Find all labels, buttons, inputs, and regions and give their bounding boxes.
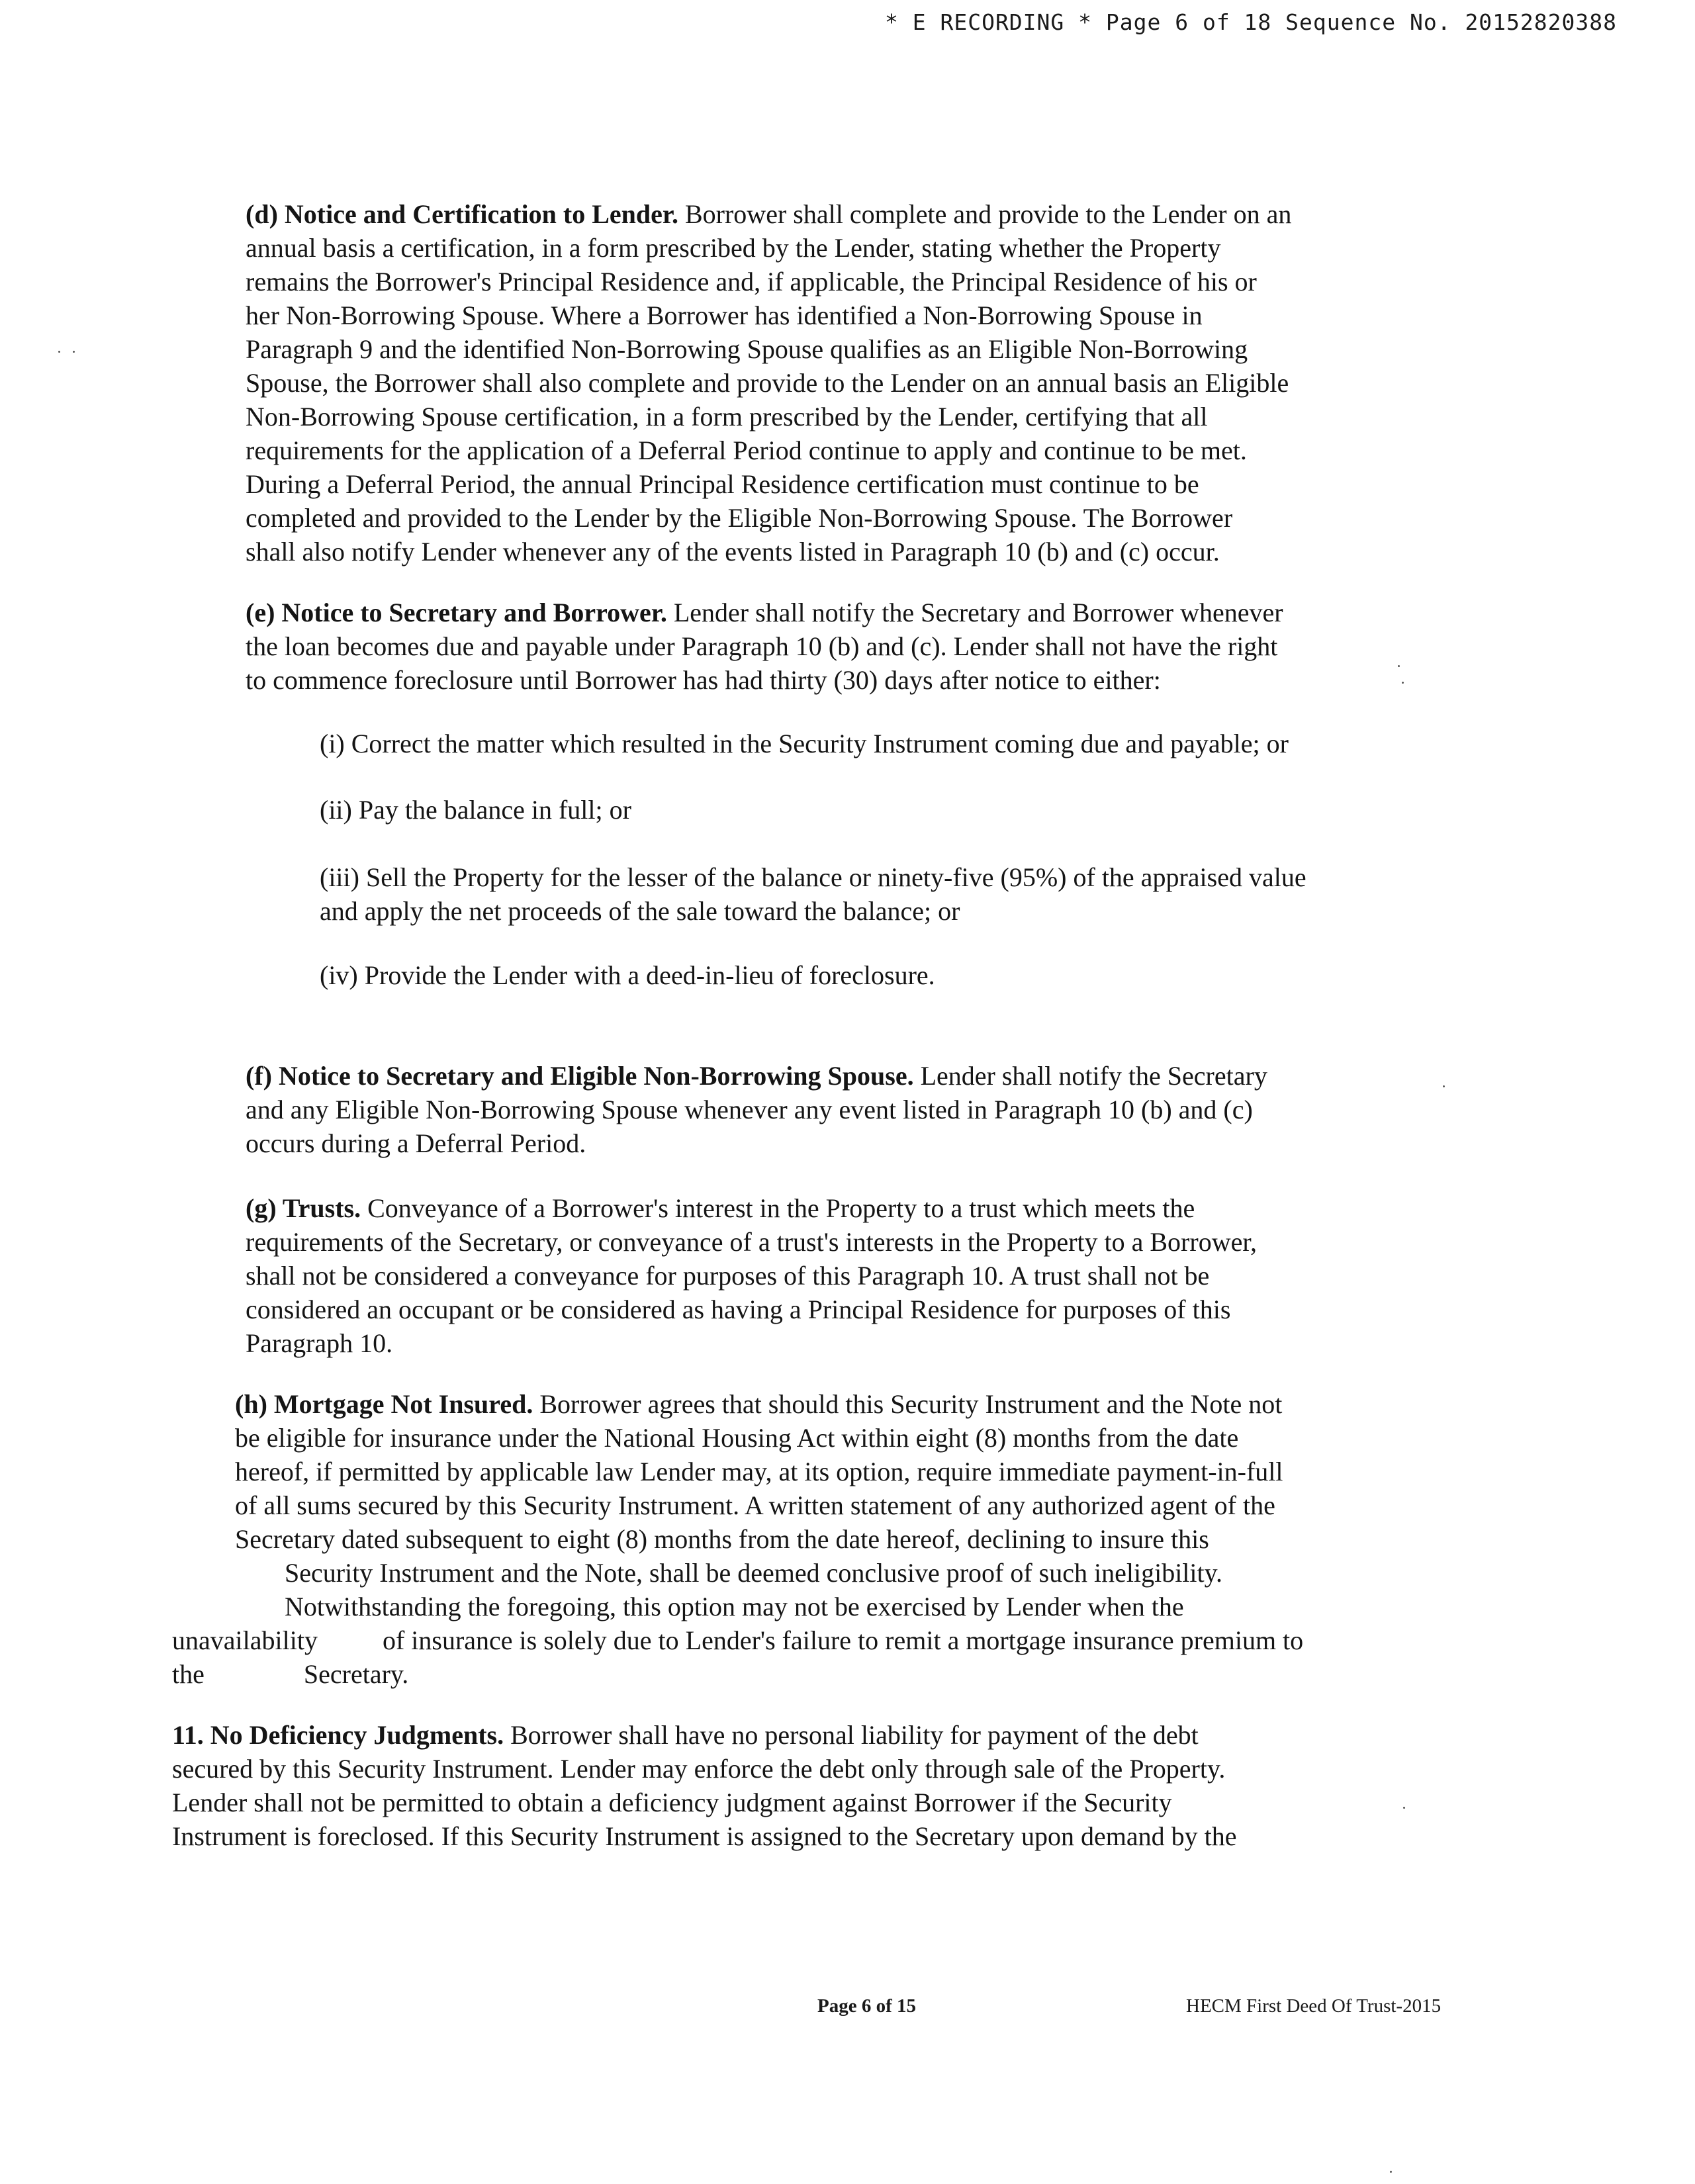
paragraph-d-line: During a Deferral Period, the annual Principal Residence certification must continue to be	[246, 469, 1199, 499]
paragraph-g-line-1	[246, 1191, 1450, 1225]
paragraph-g-line: shall not be considered a conveyance for purposes of this Paragraph 10. A trust shall not be	[246, 1261, 1210, 1291]
scan-speck	[1390, 2171, 1392, 2173]
paragraph-d-line: shall also notify Lender whenever any of the events listed in Paragraph 10 (b) and (c) occur.	[246, 537, 1220, 567]
paragraph-f-line-1	[246, 1059, 1450, 1093]
paragraph-h-line: Security Instrument and the Note, shall be deemed conclusive proof of such ineligibility.	[285, 1558, 1223, 1588]
paragraph-d-line: Paragraph 9 and the identified Non-Borrowing Spouse qualifies as an Eligible Non-Borrowing	[246, 334, 1248, 364]
paragraph-11-line: Instrument is foreclosed. If this Security Instrument is assigned to the Secretary upon demand by the	[172, 1821, 1237, 1851]
paragraph-e-line: to commence foreclosure until Borrower has had thirty (30) days after notice to either:	[246, 665, 1161, 695]
paragraph-11-text: Borrower shall have no personal liability for payment of the debt	[504, 1720, 1199, 1750]
paragraph-h-text: of insurance is solely due to Lender's failure to remit a mortgage insurance premium to	[382, 1625, 1304, 1655]
paragraph-f	[246, 1059, 1450, 1160]
paragraph-11-line-1	[172, 1718, 1443, 1752]
paragraph-h-word: unavailability	[172, 1625, 318, 1655]
paragraph-g	[246, 1191, 1450, 1360]
paragraph-e-line: the loan becomes due and payable under Paragraph 10 (b) and (c). Lender shall not have the right	[246, 631, 1278, 661]
paragraph-h-text: Borrower agrees that should this Security Instrument and the Note not	[533, 1389, 1283, 1419]
paragraph-h	[235, 1387, 1479, 1623]
paragraph-11-line: Lender shall not be permitted to obtain a deficiency judgment against Borrower if the Security	[172, 1788, 1172, 1817]
paragraph-d-line: completed and provided to the Lender by the Eligible Non-Borrowing Spouse. The Borrower	[246, 503, 1233, 533]
paragraph-h-line: Secretary dated subsequent to eight (8) months from the date hereof, declining to insure this	[235, 1524, 1209, 1554]
paragraph-e-text: Lender shall notify the Secretary and Borrower whenever	[666, 598, 1283, 627]
list-item-text: and apply the net proceeds of the sale toward the balance; or	[320, 896, 960, 926]
paragraph-11-line: secured by this Security Instrument. Lender may enforce the debt only through sale of the Property.	[172, 1754, 1226, 1784]
list-item-text: (iv) Provide the Lender with a deed-in-lieu of foreclosure.	[320, 960, 935, 990]
paragraph-h-tail	[172, 1623, 1469, 1691]
list-item-text: (iii) Sell the Property for the lesser of the balance or ninety-five (95%) of the appraised value	[320, 862, 1306, 892]
paragraph-d-line: requirements for the application of a Deferral Period continue to apply and continue to be met.	[246, 435, 1247, 465]
paragraph-d-line: her Non-Borrowing Spouse. Where a Borrower has identified a Non-Borrowing Spouse in	[246, 300, 1203, 330]
paragraph-g-line: requirements of the Secretary, or conveyance of a trust's interests in the Property to a Borrower,	[246, 1227, 1258, 1257]
paragraph-g-line: Paragraph 10.	[246, 1328, 393, 1358]
paragraph-h-heading: (h) Mortgage Not Insured.	[235, 1389, 533, 1419]
paragraph-d	[246, 197, 1450, 569]
list-item-ii	[320, 793, 631, 827]
paragraph-f-line: occurs during a Deferral Period.	[246, 1128, 586, 1158]
recording-header: * E RECORDING * Page 6 of 18 Sequence No. 20152820388	[885, 9, 1617, 35]
footer-form-name: HECM First Deed Of Trust-2015	[1186, 1995, 1442, 2017]
paragraph-h-tail-line-1	[172, 1623, 1469, 1657]
paragraph-h-line: Notwithstanding the foregoing, this option may not be exercised by Lender when the	[285, 1592, 1184, 1621]
paragraph-h-text: Secretary.	[303, 1659, 409, 1689]
paragraph-e-line-1	[246, 596, 1450, 629]
paragraph-g-line: considered an occupant or be considered as having a Principal Residence for purposes of this	[246, 1295, 1231, 1324]
paragraph-g-heading: (g) Trusts.	[246, 1193, 361, 1223]
paragraph-e	[246, 596, 1450, 697]
paragraph-h-line: of all sums secured by this Security Instrument. A written statement of any authorized agent of the	[235, 1490, 1275, 1520]
list-item-iv	[320, 958, 935, 992]
paragraph-e-heading: (e) Notice to Secretary and Borrower.	[246, 598, 667, 627]
paragraph-g-text: Conveyance of a Borrower's interest in the Property to a trust which meets the	[361, 1193, 1195, 1223]
scan-speck	[1398, 665, 1400, 667]
paragraph-h-line: hereof, if permitted by applicable law Lender may, at its option, require immediate payment-in-full	[235, 1457, 1283, 1486]
paragraph-h-line-1	[235, 1387, 1479, 1421]
scan-speck	[1443, 1085, 1445, 1087]
list-item-text: (ii) Pay the balance in full; or	[320, 795, 631, 825]
scan-speck	[1403, 1807, 1405, 1809]
paragraph-d-line: remains the Borrower's Principal Residence and, if applicable, the Principal Residence of his or	[246, 267, 1257, 296]
scan-speck	[73, 351, 75, 353]
paragraph-d-line: Spouse, the Borrower shall also complete and provide to the Lender on an annual basis an Eligible	[246, 368, 1289, 398]
paragraph-11-heading: 11. No Deficiency Judgments.	[172, 1720, 504, 1750]
scan-speck	[1402, 682, 1404, 684]
list-item-i	[320, 727, 1289, 760]
paragraph-d-line-1	[246, 197, 1450, 231]
paragraph-h-line: be eligible for insurance under the National Housing Act within eight (8) months from the date	[235, 1423, 1239, 1453]
paragraph-f-line: and any Eligible Non-Borrowing Spouse whenever any event listed in Paragraph 10 (b) and (c)	[246, 1095, 1253, 1124]
list-item-text: (i) Correct the matter which resulted in the Security Instrument coming due and payable; or	[320, 729, 1289, 758]
footer-page-number: Page 6 of 15	[817, 1995, 916, 2017]
paragraph-f-text: Lender shall notify the Secretary	[913, 1061, 1267, 1091]
paragraph-f-heading: (f) Notice to Secretary and Eligible Non-Borrowing Spouse.	[246, 1061, 914, 1091]
list-item-iii	[320, 860, 1306, 928]
paragraph-d-line: annual basis a certification, in a form prescribed by the Lender, stating whether the Property	[246, 233, 1221, 263]
scan-speck	[58, 351, 60, 353]
paragraph-h-word: the	[172, 1659, 205, 1689]
paragraph-d-text: Borrower shall complete and provide to the Lender on an	[678, 199, 1292, 229]
paragraph-h-tail-line-2	[172, 1657, 1469, 1691]
paragraph-11	[172, 1718, 1443, 1853]
paragraph-d-line: Non-Borrowing Spouse certification, in a form prescribed by the Lender, certifying that all	[246, 402, 1208, 432]
paragraph-d-heading: (d) Notice and Certification to Lender.	[246, 199, 678, 229]
